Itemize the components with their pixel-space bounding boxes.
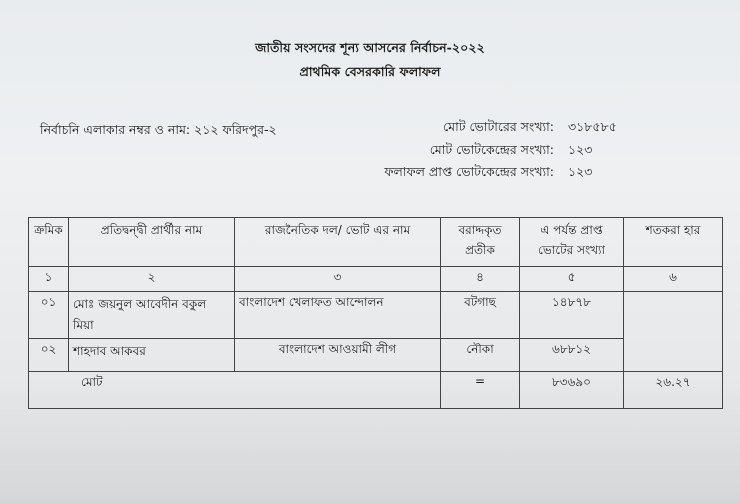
total-row: [29, 372, 723, 409]
document-title: জাতীয় সংসদের শূন্য আসনের নির্বাচন-২০২২: [255, 40, 485, 55]
cell-candidate-name: শাহদাব আকবর: [69, 339, 235, 372]
header-percent: শতকরা হার: [624, 218, 723, 267]
stat-label: মোট ভোটারের সংখ্যা:: [443, 119, 554, 135]
stat-value: ১২৩: [568, 141, 593, 157]
cell-serial: ০১: [29, 292, 69, 339]
document-subtitle: প্রাথমিক বেসরকারি ফলাফল: [299, 64, 441, 79]
total-equals: =: [441, 372, 520, 409]
stat-label: ফলাফল প্রাপ্ত ভোটকেন্দ্রের সংখ্যা:: [384, 164, 554, 180]
cell-votes: ৬৮৮১২: [520, 339, 624, 372]
cell-party: বাংলাদেশ খেলাফত আন্দোলন: [235, 292, 441, 339]
header-candidate-name: প্রতিদ্বন্দ্বী প্রার্থীর নাম: [69, 218, 235, 267]
results-table: [28, 217, 723, 409]
table-header-row: [29, 218, 723, 267]
stat-label: মোট ভোটকেন্দ্রের সংখ্যা:: [429, 141, 554, 157]
table-row: [29, 292, 723, 339]
total-votes: ৮৩৬৯০: [520, 372, 624, 409]
column-number: ৫: [520, 267, 624, 292]
column-number-row: [29, 267, 723, 292]
stats-block: [384, 118, 636, 186]
header-party: রাজনৈতিক দল/ ভোট এর নাম: [235, 218, 441, 267]
cell-symbol: নৌকা: [441, 339, 520, 372]
column-number: ৩: [235, 267, 441, 292]
stat-value: ৩১৮৫৮৫: [568, 119, 617, 135]
column-number: ১: [29, 267, 69, 292]
cell-candidate-name: মোঃ জয়নুল আবেদীন বকুল মিয়া: [69, 292, 235, 339]
cell-party: বাংলাদেশ আওয়ামী লীগ: [235, 339, 441, 372]
column-number: ২: [69, 267, 235, 292]
total-label: মোট: [29, 372, 441, 409]
header-serial: ক্রমিক: [29, 218, 69, 267]
header-votes: এ পর্যন্ত প্রাপ্ত ভোটের সংখ্যা: [520, 218, 624, 267]
stat-total-centres: [384, 141, 636, 164]
total-percent: ২৬.২৭: [624, 372, 723, 409]
header-symbol: বরাদ্দকৃত প্রতীক: [441, 218, 520, 267]
stat-value: ১২৩: [568, 164, 593, 180]
stat-reported-centres: [384, 163, 636, 186]
column-number: ৪: [441, 267, 520, 292]
cell-votes: ১৪৮৭৮: [520, 292, 624, 339]
column-number: ৬: [624, 267, 723, 292]
cell-symbol: বটগাছ: [441, 292, 520, 339]
cell-percent: [624, 292, 723, 372]
stat-total-voters: [384, 118, 636, 141]
constituency-label: নির্বাচনি এলাকার নম্বর ও নাম: ২১২ ফরিদপুর-২: [40, 122, 277, 137]
table-row: [29, 339, 723, 372]
cell-serial: ০২: [29, 339, 69, 372]
